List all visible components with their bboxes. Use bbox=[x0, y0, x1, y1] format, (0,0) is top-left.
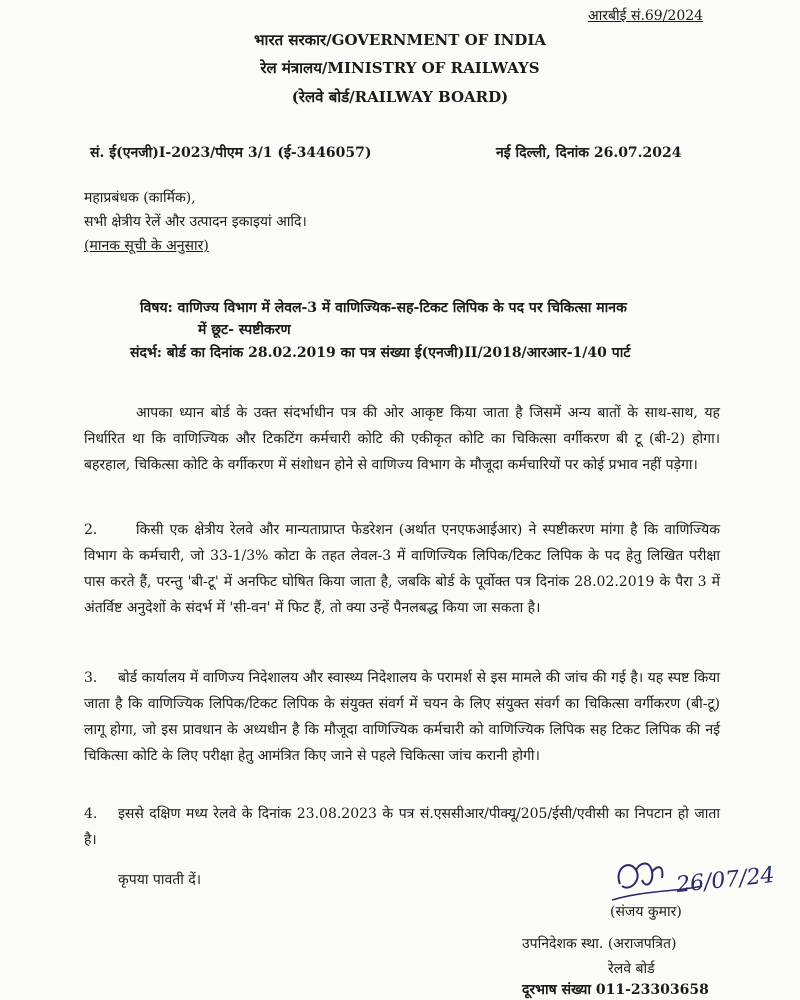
file-number: सं. ई(एनजी)I-2023/पीएम 3/1 (ई-3446057) bbox=[90, 145, 372, 161]
subject-line-2: में छूट- स्पष्टीकरण bbox=[198, 322, 291, 338]
addressee-line-2: सभी क्षेत्रीय रेलें और उत्पादन इकाइयां आदि। bbox=[84, 214, 307, 230]
addressee-line-1: महाप्रबंधक (कार्मिक), bbox=[84, 190, 196, 206]
reference-line: संदर्भ: बोर्ड का दिनांक 28.02.2019 का पत्र संख्या ई(एनजी)II/2018/आरआर-1/40 पार्ट bbox=[130, 345, 631, 361]
paragraph-number: 2. bbox=[84, 522, 98, 538]
header-government: भारत सरकार/GOVERNMENT OF INDIA bbox=[254, 31, 546, 49]
paragraph-3 bbox=[84, 665, 720, 769]
signatory-designation: उपनिदेशक स्था. (अराजपत्रित) bbox=[522, 936, 677, 952]
signatory-phone: दूरभाष संख्या 011-23303658 bbox=[522, 982, 709, 998]
header-ministry: रेल मंत्रालय/MINISTRY OF RAILWAYS bbox=[260, 59, 540, 77]
paragraph-text: इससे दक्षिण मध्य रेलवे के दिनांक 23.08.2023 के पत्र सं.एससीआर/पीक्यू/205/ईसी/एवीसी का निपटान हो जाता है। bbox=[84, 806, 720, 848]
addressee-line-3: (मानक सूची के अनुसार) bbox=[84, 238, 209, 254]
paragraph-text: बोर्ड कार्यालय में वाणिज्य निदेशालय और स्वास्थ्य निदेशालय के परामर्श से इस मामले की जांच की गई है। यह स्पष्ट किया जाता है कि वाणिज्यिक लिपिक/टिकट लिपिक के संयुक्त संवर्ग में चयन के लिए संयुक्त संवर्ग का चिकित्सा वर्गीकरण (बी-टू) लागू होगा, जो इस प्रावधान के अध्यधीन है कि मौजूदा वाणिज्यिक कर्मचारी को वाणिज्यिक लिपिक सह टिकट लिपिक की नई चिकित्सा कोटि के लिए परीक्षा हेतु आमंत्रित किए जाने से पहले चिकित्सा जांच करानी होगी। bbox=[84, 670, 720, 764]
closing-line: कृपया पावती दें। bbox=[118, 872, 202, 888]
paragraph-text: किसी एक क्षेत्रीय रेलवे और मान्यताप्राप्त फेडरेशन (अर्थात एनएफआईआर) ने स्पष्टीकरण मांगा है कि वाणिज्यिक विभाग के कर्मचारी, जो 33-1/3% कोटा के तहत लेवल-3 में वाणिज्यिक लिपिक/टिकट लिपिक के पद हेतु लिखित परीक्षा पास करते हैं, परन्तु 'बी-टू' में अनफिट घोषित किया जाता है, जबकि बोर्ड के पूर्वोक्त पत्र दिनांक 28.02.2019 के पैरा 3 में अंतर्विष्ट अनुदेशों के संदर्भ में 'सी-वन' में फिट हैं, तो क्या उन्हें पैनलबद्ध किया जा सकता है। bbox=[84, 522, 720, 616]
signatory-name: (संजय कुमार) bbox=[610, 904, 682, 920]
subject bbox=[140, 297, 780, 341]
handwritten-date: 26/07/24 bbox=[674, 862, 776, 899]
letter-date: नई दिल्ली, दिनांक 26.07.2024 bbox=[496, 145, 682, 161]
paragraph-2 bbox=[84, 517, 720, 621]
paragraph-number: 3. bbox=[84, 670, 98, 686]
circular-number: आरबीई सं.69/2024 bbox=[588, 8, 704, 24]
subject-line-1: विषय: वाणिज्य विभाग में लेवल-3 में वाणिज्यिक-सह-टिकट लिपिक के पद पर चिकित्सा मानक bbox=[140, 300, 627, 316]
paragraph-1: आपका ध्यान बोर्ड के उक्त संदर्भाधीन पत्र की ओर आकृष्ट किया जाता है जिसमें अन्य बातों के साथ-साथ, यह निर्धारित था कि वाणिज्यिक और टिकटिंग कर्मचारी कोटि की एकीकृत कोटि का चिकित्सा वर्गीकरण बी टू (बी-2) होगा। बहरहाल, चिकित्सा कोटि के वर्गीकरण में संशोधन होने से वाणिज्य विभाग के मौजूदा कर्मचारियों पर कोई प्रभाव नहीं पड़ेगा। bbox=[84, 405, 720, 473]
paragraph-number: 4. bbox=[84, 806, 98, 822]
signatory-office: रेलवे बोर्ड bbox=[608, 961, 655, 977]
header-board: (रेलवे बोर्ड/RAILWAY BOARD) bbox=[291, 88, 509, 106]
